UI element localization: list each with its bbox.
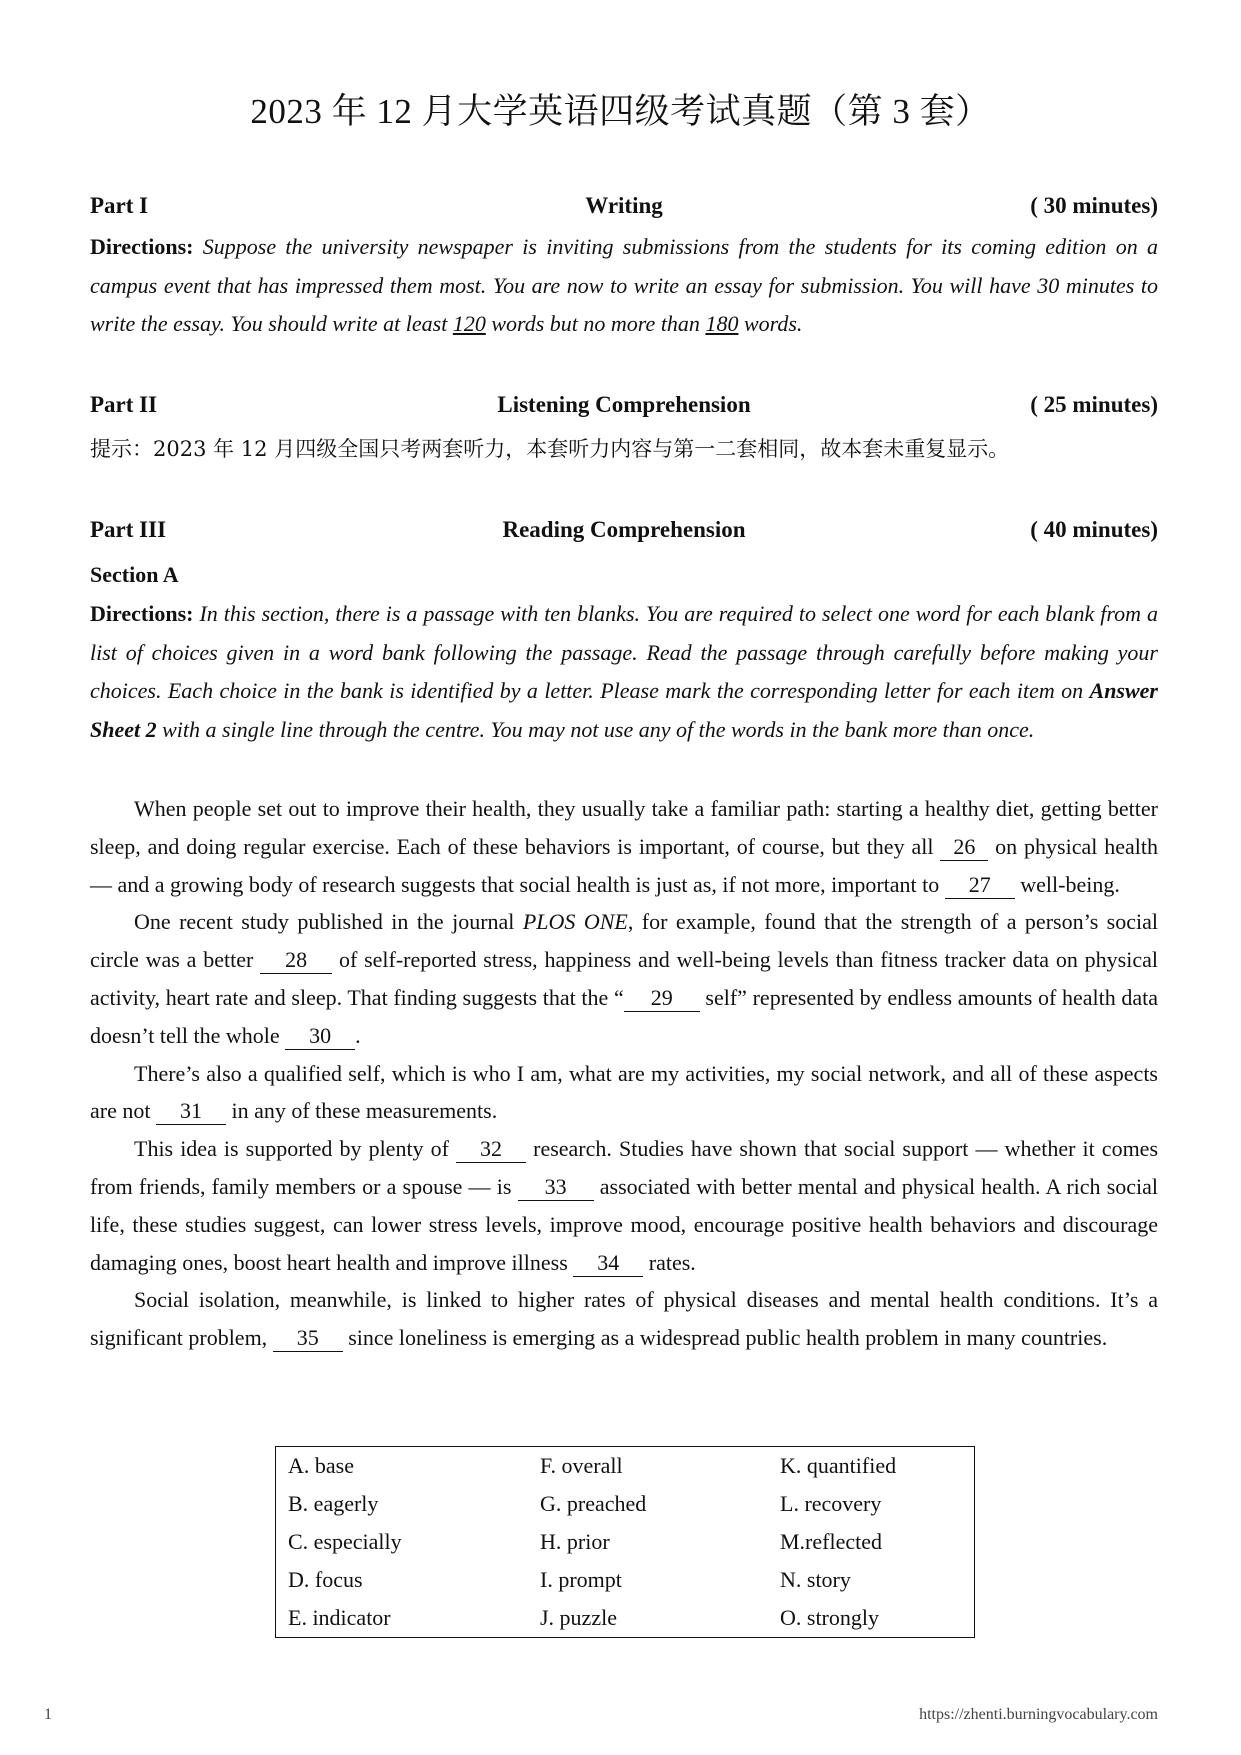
word-bank-option: D. focus (288, 1567, 363, 1592)
blank-31: 31 (156, 1098, 226, 1125)
part1-name: Writing (585, 193, 663, 218)
journal-name: PLOS ONE (522, 909, 628, 935)
part3-time: ( 40 minutes) (1030, 517, 1158, 542)
word-bank-option: H. prior (540, 1529, 610, 1554)
word-bank-table (275, 1446, 975, 1638)
answer-sheet: Answer Sheet 2 (90, 678, 1158, 742)
blank-35: 35 (273, 1325, 343, 1352)
word-bank-option: O. strongly (780, 1605, 879, 1630)
word-bank-row (276, 1561, 975, 1599)
blank-29: 29 (624, 985, 700, 1012)
directions-text: with a single line through the centre. You may not use any of the words in the bank more than once. (156, 716, 1035, 742)
word-bank-row (276, 1523, 975, 1561)
part3-label: Part III (90, 517, 167, 542)
blank-27: 27 (945, 872, 1015, 899)
blank-26: 26 (940, 834, 988, 861)
blank-28: 28 (260, 947, 332, 974)
word-bank-option: J. puzzle (540, 1605, 617, 1630)
word-bank-option: A. base (288, 1453, 354, 1478)
passage-paragraph: One recent study published in the journal PLOS ONE, for example, found that the strength of a person’s social circle was a better 28 of self-reported stress, happiness and well-being levels than fitness tracker data on physical activity, heart rate and sleep. That finding suggests that the “ 29 self” represented by endless amounts of health data doesn’t tell the whole 30 . (90, 909, 1158, 1048)
page-title: 2023 年 12 月大学英语四级考试真题（第 3 套） (250, 92, 991, 131)
directions-label: Directions: (90, 601, 194, 626)
part3-name: Reading Comprehension (502, 517, 746, 542)
passage-paragraph: When people set out to improve their health, they usually take a familiar path: starting a healthy diet, getting better sleep, and doing regular exercise. Each of these behaviors is important, of course, but they all 26 on physical health — and a growing body of research suggests that social health is just as, if not more, important to 27 well-being. (90, 796, 1158, 897)
blank-30: 30 (285, 1023, 355, 1050)
directions-text: In this section, there is a passage with ten blanks. You are required to select one word for each blank from a list of choices given in a word bank following the passage. Read the passage through carefully before making your choices. Each choice in the bank is identified by a letter. Please mark the corresponding letter for each item on (90, 601, 1158, 703)
directions-text: Suppose the university newspaper is inviting submissions from the students for its coming edition on a campus event that has impressed them most. You are now to write an essay for submission. You will have 30 minutes to write the essay. You should write at least (90, 234, 1158, 336)
part2-name: Listening Comprehension (497, 392, 751, 417)
section-a-heading: Section A (90, 562, 179, 587)
word-bank-row (276, 1485, 975, 1523)
word-bank-option: I. prompt (540, 1567, 622, 1592)
passage-paragraph: There’s also a qualified self, which is who I am, what are my activities, my social network, and all of these aspects are not 31 in any of these measurements. (90, 1060, 1158, 1124)
listening-tip: 提示：2023 年 12 月四级全国只考两套听力，本套听力内容与第一二套相同，故本套未重复显示。 (90, 437, 1010, 461)
passage-paragraph: Social isolation, meanwhile, is linked to higher rates of physical diseases and mental health conditions. It’s a significant problem, 35 since loneliness is emerging as a widespread public health problem in many countries. (90, 1287, 1158, 1351)
word-bank-option: L. recovery (780, 1491, 882, 1516)
word-bank-option: E. indicator (288, 1605, 391, 1630)
directions-label: Directions: (90, 234, 194, 259)
word-bank-option: B. eagerly (288, 1491, 379, 1516)
blank-32: 32 (456, 1136, 526, 1163)
passage-paragraph: This idea is supported by plenty of 32 research. Studies have shown that social support — whether it comes from friends, family members or a spouse — is 33 associated with better mental and physical health. A rich social life, these studies suggest, can lower stress levels, improve mood, encourage positive health behaviors and discourage damaging ones, boost heart health and improve illness 34 rates. (90, 1136, 1159, 1275)
part1-time: ( 30 minutes) (1030, 193, 1158, 218)
directions-text: words. (738, 311, 803, 336)
part2-label: Part II (90, 392, 158, 417)
part1-directions (90, 228, 1158, 344)
blank-33: 33 (518, 1174, 594, 1201)
part1-header (90, 188, 1158, 224)
blank-34: 34 (573, 1250, 643, 1277)
directions-text: words but no more than (485, 311, 706, 336)
word-bank-option: F. overall (540, 1453, 623, 1478)
word-bank-option: N. story (780, 1567, 851, 1592)
part2-time: ( 25 minutes) (1030, 392, 1158, 417)
min-words: 120 (452, 311, 486, 336)
word-bank-option: G. preached (540, 1491, 647, 1516)
word-bank-row (276, 1447, 975, 1486)
part2-header (90, 387, 1158, 423)
part3-header (90, 512, 1158, 548)
part3-directions (90, 595, 1158, 749)
page-number: 1 (44, 1706, 52, 1723)
word-bank-option: K. quantified (780, 1453, 897, 1478)
max-words: 180 (705, 311, 739, 336)
part1-label: Part I (90, 193, 149, 218)
word-bank-option: C. especially (288, 1529, 402, 1554)
passage (90, 790, 1158, 1357)
word-bank-row (276, 1599, 975, 1638)
footer-url-link[interactable]: https://zhenti.burningvocabulary.com (919, 1706, 1158, 1723)
word-bank-option: M.reflected (780, 1529, 882, 1554)
